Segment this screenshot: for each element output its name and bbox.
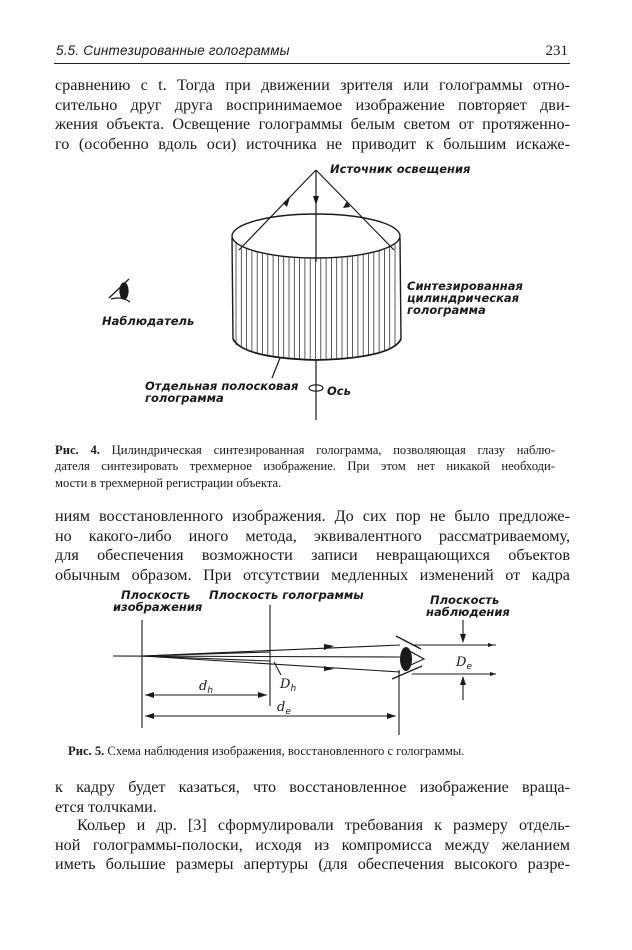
text-line: сравнению с t. Тогда при движении зрителя или голограммы отно-	[55, 76, 570, 94]
caption-label: Рис. 4.	[55, 443, 100, 457]
caption-line: мости в трехмерной регистрации объекта.	[55, 475, 282, 490]
text-line: ется толчками.	[55, 797, 157, 816]
text-line: сительно друг друга воспринимаемое изображение повторяет дви-	[55, 95, 570, 114]
label-de: $d_e$	[277, 700, 291, 717]
caption-line: дателя синтезировать трехмерное изображение. При этом нет никакой необходи-	[55, 459, 555, 474]
label-observation-plane-2: наблюдения	[426, 605, 510, 619]
label-hologram-2: цилиндрическая	[407, 291, 520, 305]
paragraph-4	[55, 816, 570, 875]
label-image-plane-1: Плоскость	[121, 588, 191, 602]
ray-lower	[142, 656, 400, 672]
figure-4	[0, 155, 632, 430]
running-head	[54, 43, 570, 64]
arrowhead-icon	[387, 713, 396, 719]
paragraph-2	[55, 507, 570, 585]
label-hologram-3: голограмма	[407, 303, 486, 317]
text-line: жения объекта. Освещение голограммы белым светом от протяженно-	[55, 115, 570, 134]
ray-left	[239, 170, 316, 250]
arrowhead-icon	[145, 692, 154, 698]
paragraph-3	[55, 778, 570, 817]
label-image-plane-2: изображения	[113, 600, 203, 614]
text-line: для обеспечения возможности записи невращающихся объектов	[55, 546, 570, 565]
arrowhead-icon	[313, 196, 319, 205]
arrowhead-icon	[258, 692, 267, 698]
cylinder-side-right	[400, 238, 401, 339]
hologram-strips	[236, 243, 395, 359]
label-strip-1: Отдельная полосковая	[145, 379, 299, 393]
caption-text: Схема наблюдения изображения, восстановленного с голограммы.	[104, 744, 465, 758]
section-title: 5.5. Синтезированные голограммы	[56, 43, 290, 58]
eye-pupil-icon	[400, 647, 412, 671]
ray-right	[316, 170, 394, 250]
label-observer: Наблюдатель	[102, 314, 195, 328]
figure-4-diagram	[0, 155, 632, 430]
label-hologram-plane: Плоскость голограммы	[209, 588, 364, 602]
arrowhead-icon	[460, 676, 466, 685]
text-line: обычным образом. При отсутствии медленных изменений от кадра	[55, 565, 570, 584]
paragraph-1	[55, 76, 570, 154]
arrowhead-icon	[324, 644, 334, 650]
figure-5	[0, 585, 632, 735]
label-hologram-1: Синтезированная	[407, 279, 523, 293]
text-line: ной голограммы-полоски, исходя из компромисса между желанием	[55, 835, 570, 854]
page-number: 231	[545, 43, 568, 59]
text-line: но какого-либо иного метода, эквивалентного рассматриваемому,	[55, 526, 570, 545]
figure-4-caption	[55, 442, 555, 491]
text-line: к кадру будет казаться, что восстановленное изображение враща-	[55, 778, 570, 796]
arrowhead-icon	[488, 643, 494, 647]
strip-leader-line	[272, 358, 280, 378]
text-line: го (особенно вдоль оси) источника не приводит к большим искаже-	[55, 134, 570, 153]
figure-5-diagram	[0, 585, 632, 735]
arrowhead-icon	[283, 197, 290, 207]
label-observation-plane-1: Плоскость	[430, 593, 500, 607]
caption-text: Цилиндрическая синтезированная голограмма, позволяющая глазу наблю-	[99, 443, 556, 457]
observer-eye-icon	[109, 279, 130, 302]
label-De: $D_e$	[456, 655, 472, 672]
arrowhead-icon	[490, 672, 496, 676]
arrowhead-icon	[324, 666, 334, 671]
text-line: Кольер и др. [3] сформулировали требования к размеру отдель-	[77, 816, 570, 834]
label-light-source: Источник освещения	[330, 162, 471, 176]
figure-5-caption	[68, 743, 568, 759]
caption-label: Рис. 5.	[68, 744, 105, 758]
arrowhead-icon	[460, 634, 466, 643]
cylinder-bottom	[233, 339, 401, 360]
arrowhead-icon	[145, 713, 154, 719]
eyelid-upper	[396, 636, 421, 649]
cylinder-side-left	[232, 238, 233, 339]
label-Dh: $D_h$	[280, 677, 297, 694]
label-strip-2: голограмма	[145, 391, 224, 405]
label-dh: $d_h$	[199, 679, 214, 696]
text-line: иметь большие размеры апертуры (для обеспечения высокого разре-	[55, 855, 570, 874]
text-line: ниям восстановленного изображения. До сих пор не было предложе-	[55, 507, 570, 525]
figure-5-arrowheads	[145, 634, 496, 719]
label-axis: Ось	[327, 384, 351, 398]
